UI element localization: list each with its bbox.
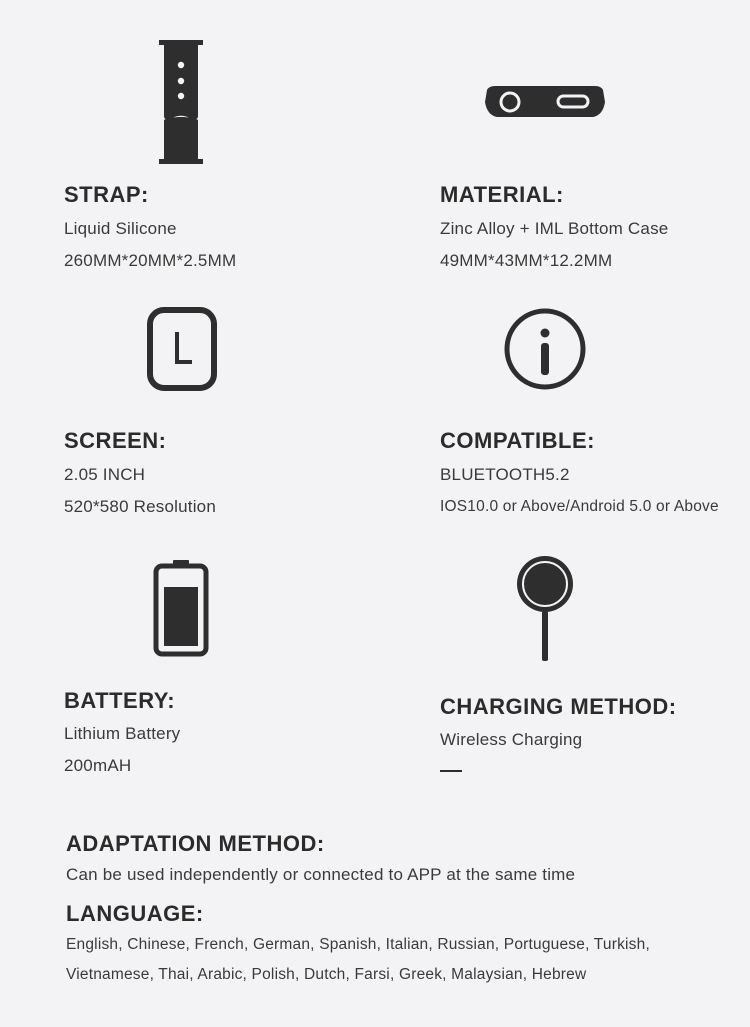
battery-type: Lithium Battery (64, 724, 181, 743)
strap-material: Liquid Silicone (64, 219, 177, 238)
material-size: 49MM*43MM*12.2MM (440, 251, 613, 270)
material-title: MATERIAL: (440, 182, 564, 207)
screen-title: SCREEN: (64, 428, 167, 453)
info-icon (502, 306, 588, 392)
adaptation-title: ADAPTATION METHOD: (66, 831, 325, 856)
compatible-os: IOS10.0 or Above/Android 5.0 or Above (440, 498, 719, 515)
compatible-title: COMPATIBLE: (440, 428, 595, 453)
battery-icon (152, 558, 210, 658)
battery-capacity: 200mAH (64, 756, 132, 775)
strap-size: 260MM*20MM*2.5MM (64, 251, 237, 270)
watch-face-icon (146, 306, 218, 392)
charging-type: Wireless Charging (440, 730, 583, 749)
watch-case-side-icon (483, 82, 607, 122)
battery-title: BATTERY: (64, 688, 176, 713)
screen-resolution: 520*580 Resolution (64, 497, 216, 516)
material-type: Zinc Alloy + IML Bottom Case (440, 219, 669, 238)
charging-title: CHARGING METHOD: (440, 694, 677, 719)
adaptation-text: Can be used independently or connected to APP at the same time (66, 865, 576, 884)
watch-strap-icon (156, 38, 206, 168)
charger-icon (512, 553, 578, 663)
charging-dash (440, 770, 462, 772)
language-title: LANGUAGE: (66, 901, 204, 926)
strap-title: STRAP: (64, 182, 149, 207)
language-list-line1: English, Chinese, French, German, Spanish, Italian, Russian, Portuguese, Turkish, (66, 936, 650, 953)
compatible-bluetooth: BLUETOOTH5.2 (440, 465, 570, 484)
screen-size: 2.05 INCH (64, 465, 146, 484)
language-list-line2: Vietnamese, Thai, Arabic, Polish, Dutch, Farsi, Greek, Malaysian, Hebrew (66, 966, 587, 983)
